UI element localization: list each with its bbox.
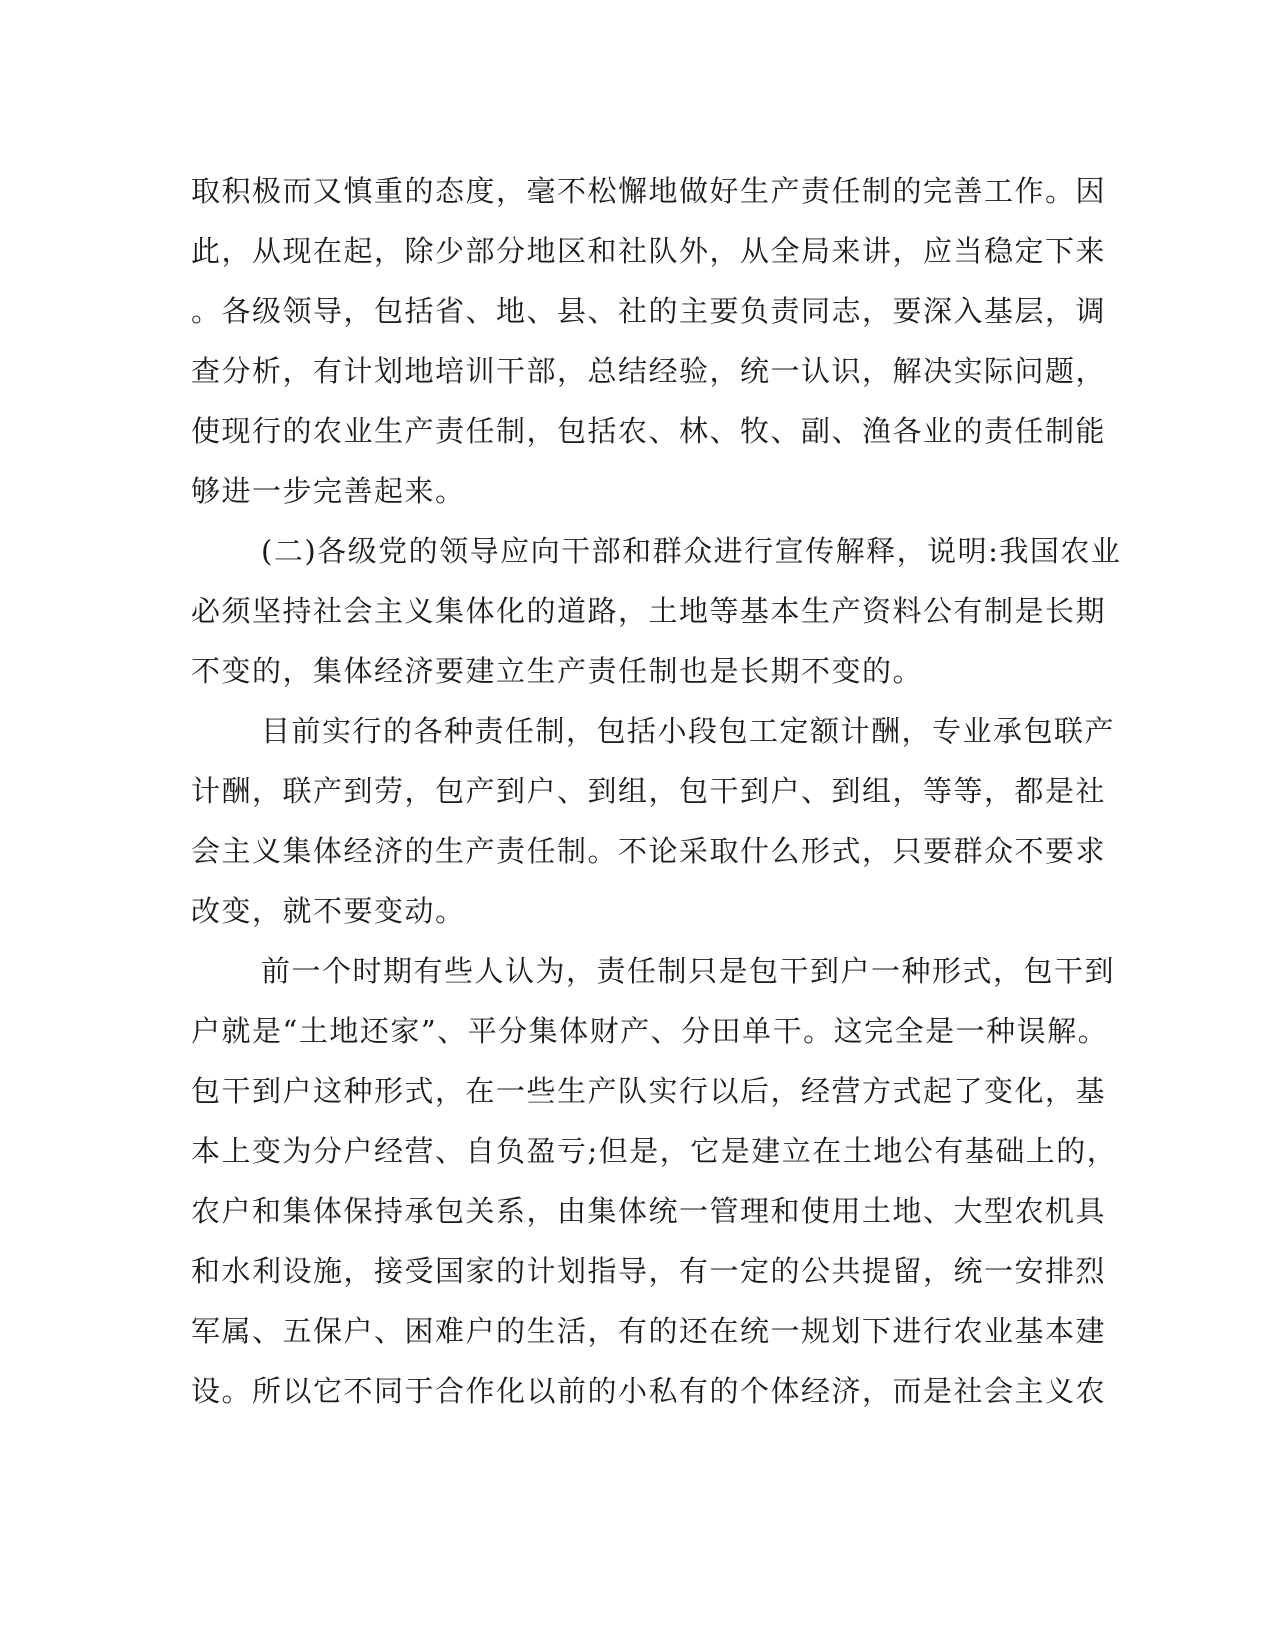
paragraph-1 <box>191 161 1107 521</box>
text-line: 会主义集体经济的生产责任制。不论采取什么形式，只要群众不要求 <box>191 834 1107 868</box>
text-line: 和水利设施，接受国家的计划指导，有一定的公共提留，统一安排烈 <box>191 1254 1107 1288</box>
text-line: 包干到户这种形式，在一些生产队实行以后，经营方式起了变化，基 <box>191 1074 1107 1108</box>
text-line-indented: (二)各级党的领导应向干部和群众进行宣传解释，说明:我国农业 <box>261 534 1122 568</box>
text-line: 此，从现在起，除少部分地区和社队外，从全局来讲，应当稳定下来 <box>191 234 1107 268</box>
paragraph-2 <box>191 521 1122 701</box>
text-line: 本上变为分户经营、自负盈亏;但是，它是建立在土地公有基础上的， <box>191 1134 1118 1168</box>
text-line-indented: 目前实行的各种责任制，包括小段包工定额计酬，专业承包联产 <box>261 714 1116 748</box>
paragraph-4 <box>191 941 1118 1421</box>
text-line: 改变，就不要变动。 <box>191 894 466 928</box>
text-line: 。各级领导，包括省、地、县、社的主要负责同志，要深入基层，调 <box>191 294 1107 328</box>
text-line: 不变的，集体经济要建立生产责任制也是长期不变的。 <box>191 654 924 688</box>
text-line-indented: 前一个时期有些人认为，责任制只是包干到户一种形式，包干到 <box>261 954 1116 988</box>
text-line: 户就是“土地还家”、平分集体财产、分田单干。这完全是一种误解。 <box>191 1014 1109 1048</box>
document-body <box>191 161 1122 1421</box>
text-line: 军属、五保户、困难户的生活，有的还在统一规划下进行农业基本建 <box>191 1314 1107 1348</box>
text-line: 农户和集体保持承包关系，由集体统一管理和使用土地、大型农机具 <box>191 1194 1107 1228</box>
text-line: 够进一步完善起来。 <box>191 474 466 508</box>
text-line: 计酬，联产到劳，包产到户、到组，包干到户、到组，等等，都是社 <box>191 774 1107 808</box>
text-line: 使现行的农业生产责任制，包括农、林、牧、副、渔各业的责任制能 <box>191 414 1107 448</box>
paragraph-3 <box>191 701 1116 941</box>
text-line: 必须坚持社会主义集体化的道路，土地等基本生产资料公有制是长期 <box>191 594 1107 628</box>
text-line: 取积极而又慎重的态度，毫不松懈地做好生产责任制的完善工作。因 <box>191 174 1107 208</box>
text-line: 查分析，有计划地培训干部，总结经验，统一认识，解决实际问题， <box>191 354 1107 388</box>
text-line: 设。所以它不同于合作化以前的小私有的个体经济，而是社会主义农 <box>191 1374 1107 1408</box>
